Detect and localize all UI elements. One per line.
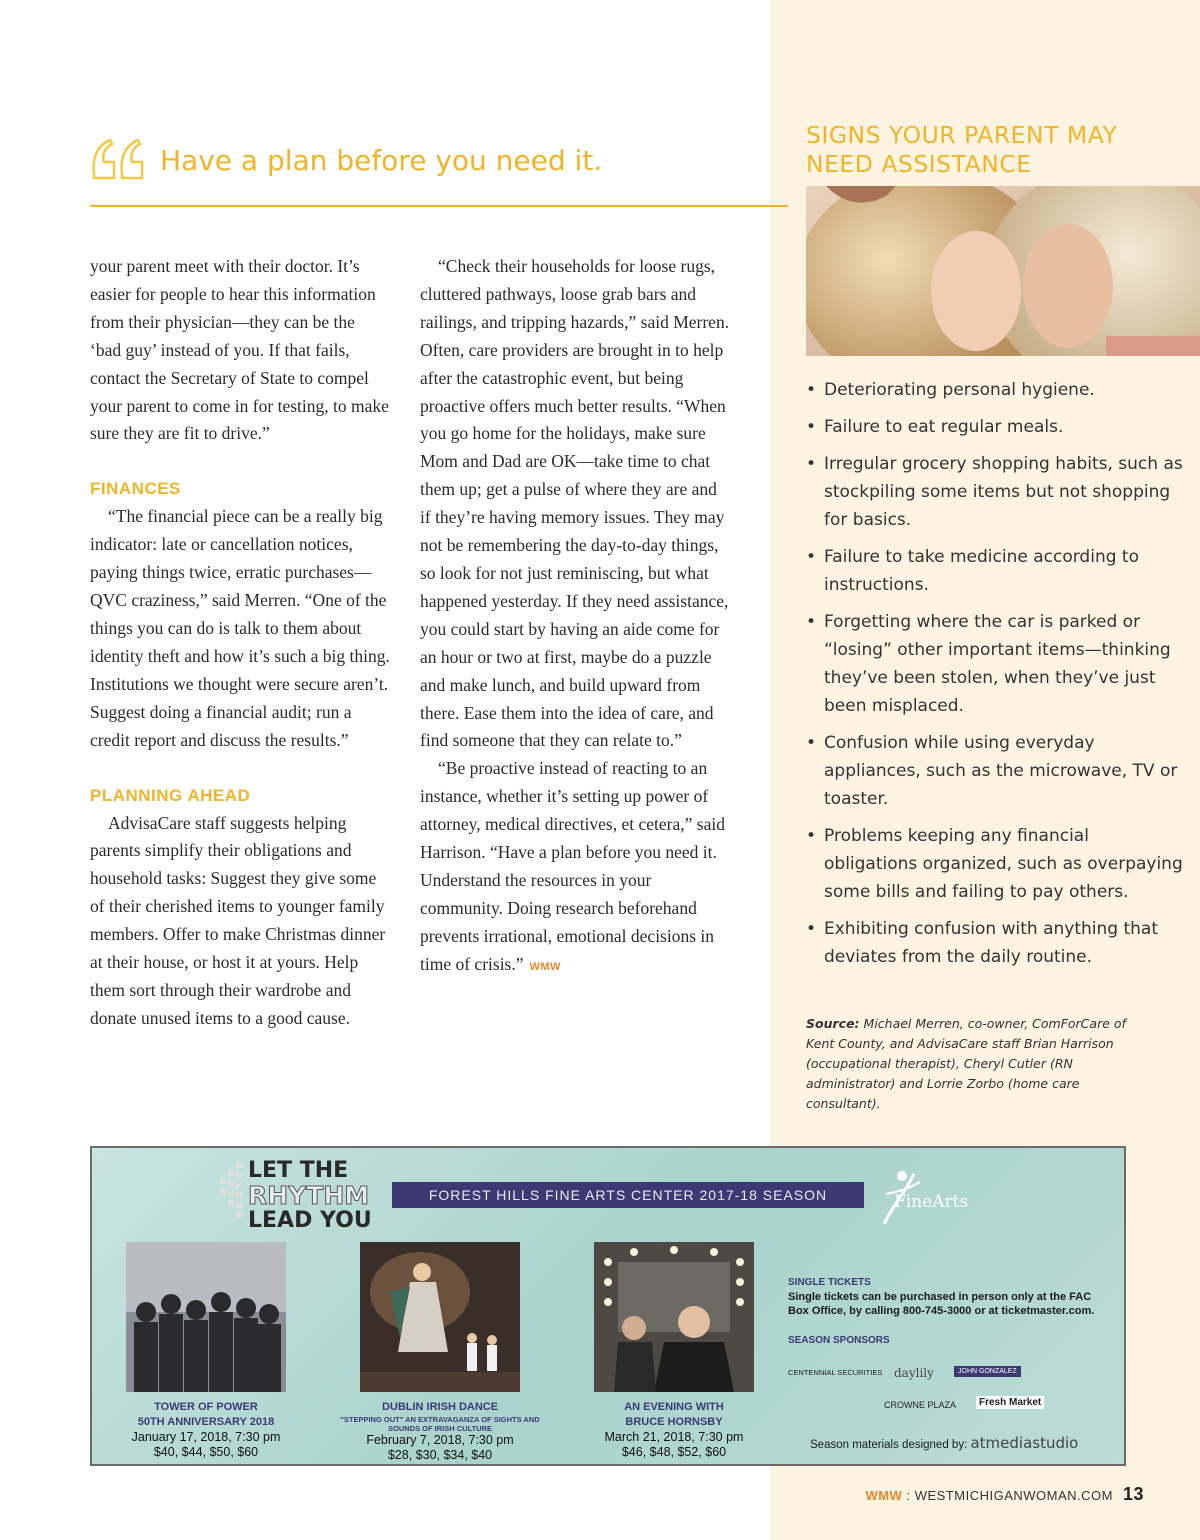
- proactive-paragraph: [420, 755, 730, 981]
- designed-by-label: Season materials designed by:: [810, 1439, 968, 1451]
- dublin-irish-dance-photo: [360, 1242, 520, 1392]
- list-item: [806, 376, 1186, 404]
- list-item-text: Failure to eat regular meals.: [824, 417, 1064, 437]
- finances-paragraph: “The financial piece can be a really big indicator: late or cancellation notices, paying things twice, erratic purchases—QVC craziness,” said Merren. “One of the things you can do is talk to them about identity theft and how it’s such a big thing. Institutions we thought were secure aren’t. Suggest doing a financial audit; run a credit report and discuss the results.”: [90, 506, 390, 750]
- list-item: [806, 413, 1186, 441]
- event-title: AN EVENING WITH: [624, 1401, 724, 1413]
- event-title: TOWER OF POWER: [154, 1401, 258, 1413]
- event-prices: $28, $30, $34, $40: [387, 1448, 493, 1462]
- event-title: DUBLIN IRISH DANCE: [381, 1401, 499, 1413]
- proactive-text: “Be proactive instead of reacting to an instance, whether it’s setting up power of attorney, medical directives, et cetera,” said Harrison. “Have a plan before you need it. Understand the resources in your community. Doing research beforehand prevents irrational, emotional decisions in time of crisis.”: [420, 758, 725, 974]
- event-caption-3: [574, 1400, 774, 1460]
- assistance-signs-list: [806, 376, 1186, 980]
- list-item: [806, 729, 1186, 813]
- pull-quote-text: Have a plan before you need it.: [160, 144, 603, 177]
- bullet-icon: •: [806, 454, 817, 474]
- ticket-info: [788, 1276, 1108, 1348]
- sponsor-logo: CENTENNIAL SECURITIES: [788, 1368, 883, 1377]
- list-item-text: Deteriorating personal hygiene.: [824, 380, 1095, 400]
- list-item: [806, 915, 1186, 971]
- event-date: February 7, 2018, 7:30 pm: [366, 1433, 514, 1447]
- intro-paragraph: your parent meet with their doctor. It’s easier for people to hear this information from their physician—they can be the ‘bad guy’ instead of you. If that fails, contact the Secretary of State to compel your parent to come in for testing, to make sure they are fit to drive.”: [90, 256, 389, 444]
- article-column-1: [90, 253, 390, 1033]
- event-date: March 21, 2018, 7:30 pm: [604, 1430, 744, 1444]
- finances-heading: FINANCES: [90, 479, 181, 499]
- photo-illustration: [806, 186, 1200, 356]
- list-item-text: Irregular grocery shopping habits, such as stockpiling some items but not shopping for basics.: [824, 454, 1183, 530]
- safety-paragraph: “Check their households for loose rugs, cluttered pathways, loose grab bars and railings, and tripping hazards,” said Merren. Often, care providers are brought in to help after the catastrophic event, but being proactive offers much better results. “When you go home for the holidays, make sure Mom and Dad are OK—take time to chat them up; get a pulse of where they are and if they’re having memory issues. They may not be remembering the day-to-day things, so look for not just reminiscing, but what happened yesterday. If they need assistance, you could start by having an aide come for an hour or two at first, maybe do a puzzle and make lunch, and build upward from there. Ease them into the idea of care, and find someone that they can relate to.”: [420, 256, 730, 751]
- list-item: [806, 450, 1186, 534]
- bullet-icon: •: [806, 612, 817, 632]
- bullet-icon: •: [806, 919, 817, 939]
- bruce-hornsby-photo: [594, 1242, 754, 1392]
- page-footer: [865, 1484, 1144, 1505]
- single-tickets-text: Single tickets can be purchased in person only at the FAC Box Office, by calling 800-745-3000 or at ticketmaster.com.: [788, 1291, 1095, 1317]
- bullet-icon: •: [806, 417, 817, 437]
- event-subtitle: "STEPPING OUT" AN EXTRAVAGANZA OF SIGHTS AND SOUNDS OF IRISH CULTURE: [340, 1415, 540, 1433]
- fine-arts-center-ad[interactable]: [90, 1146, 1126, 1466]
- sponsor-logos: [788, 1354, 1118, 1424]
- sidebar-title: SIGNS YOUR PARENT MAY NEED ASSISTANCE: [806, 121, 1118, 178]
- sponsor-logo: Fresh Market: [976, 1396, 1044, 1409]
- bullet-icon: •: [806, 826, 817, 846]
- quote-mark-icon: [90, 134, 150, 182]
- sponsor-logo: JOHN GONZALEZ: [954, 1366, 1021, 1377]
- list-item-text: Forgetting where the car is parked or “losing” other important items—thinking they’ve been stolen, when they’ve just been misplaced.: [824, 612, 1171, 716]
- event-prices: $46, $48, $52, $60: [621, 1445, 727, 1459]
- tower-of-power-photo: [126, 1242, 286, 1392]
- sponsor-logo: daylily: [894, 1366, 934, 1380]
- designer-name: atmediastudio: [970, 1434, 1079, 1452]
- slogan-line-1: LET THE: [248, 1158, 349, 1183]
- planning-paragraph: AdvisaCare staff suggests helping parents simplify their obligations and household tasks: Suggest they give some of their cherished items to younger family members. Offer to make Christmas dinner at their house, or host it at yours. Help them sort through their wardrobe and donate unused items to a good cause.: [90, 812, 386, 1028]
- event-title: 50TH ANNIVERSARY 2018: [137, 1416, 275, 1428]
- sponsors-label: SEASON SPONSORS: [788, 1335, 890, 1346]
- season-banner: FOREST HILLS FINE ARTS CENTER 2017-18 SEASON: [392, 1182, 864, 1208]
- list-item: [806, 543, 1186, 599]
- slogan-line-2: RHYTHM: [248, 1181, 370, 1210]
- list-item: [806, 822, 1186, 906]
- bullet-icon: •: [806, 380, 817, 400]
- planning-heading: PLANNING AHEAD: [90, 785, 251, 805]
- list-item-text: Problems keeping any financial obligations organized, such as overpaying some bills and failing to pay others.: [824, 826, 1183, 902]
- page-number: 13: [1122, 1484, 1144, 1504]
- end-signature: WMW: [529, 960, 561, 973]
- mother-daughter-photo: [806, 186, 1200, 356]
- slogan-line-3: LEAD YOU: [248, 1208, 372, 1233]
- source-text: Michael Merren, co-owner, ComForCare of Kent County, and AdvisaCare staff Brian Harrison (occupational therapist), Cheryl Cutler (RN administrator) and Lorrie Zorbo (home care consultant).: [806, 1016, 1126, 1111]
- designer-credit: [810, 1434, 1078, 1452]
- event-prices: $40, $44, $50, $60: [153, 1445, 259, 1459]
- bullet-icon: •: [806, 733, 817, 753]
- footer-site[interactable]: : WESTMICHIGANWOMAN.COM: [902, 1488, 1113, 1503]
- list-item-text: Exhibiting confusion with anything that deviates from the daily routine.: [824, 919, 1158, 967]
- bullet-icon: •: [806, 547, 817, 567]
- event-date: January 17, 2018, 7:30 pm: [131, 1430, 281, 1444]
- list-item: [806, 608, 1186, 720]
- source-label: Source:: [806, 1016, 860, 1031]
- article-column-2: [420, 253, 730, 982]
- event-title: BRUCE HORNSBY: [625, 1416, 723, 1428]
- event-caption-2: [340, 1400, 540, 1463]
- sidebar-source: [806, 1014, 1136, 1114]
- event-caption-1: [106, 1400, 306, 1460]
- fine-arts-logo-text: FineArts: [894, 1192, 969, 1212]
- list-item-text: Failure to take medicine according to instructions.: [824, 547, 1139, 595]
- pull-quote-rule: [90, 205, 788, 207]
- ad-slogan: [248, 1158, 372, 1233]
- sponsor-logo: CROWNE PLAZA: [884, 1400, 957, 1410]
- list-item-text: Confusion while using everyday appliances, such as the microwave, TV or toaster.: [824, 733, 1178, 809]
- footer-brand: WMW: [865, 1488, 903, 1503]
- rhythm-bars-icon: [220, 1160, 248, 1224]
- single-tickets-label: SINGLE TICKETS: [788, 1277, 871, 1288]
